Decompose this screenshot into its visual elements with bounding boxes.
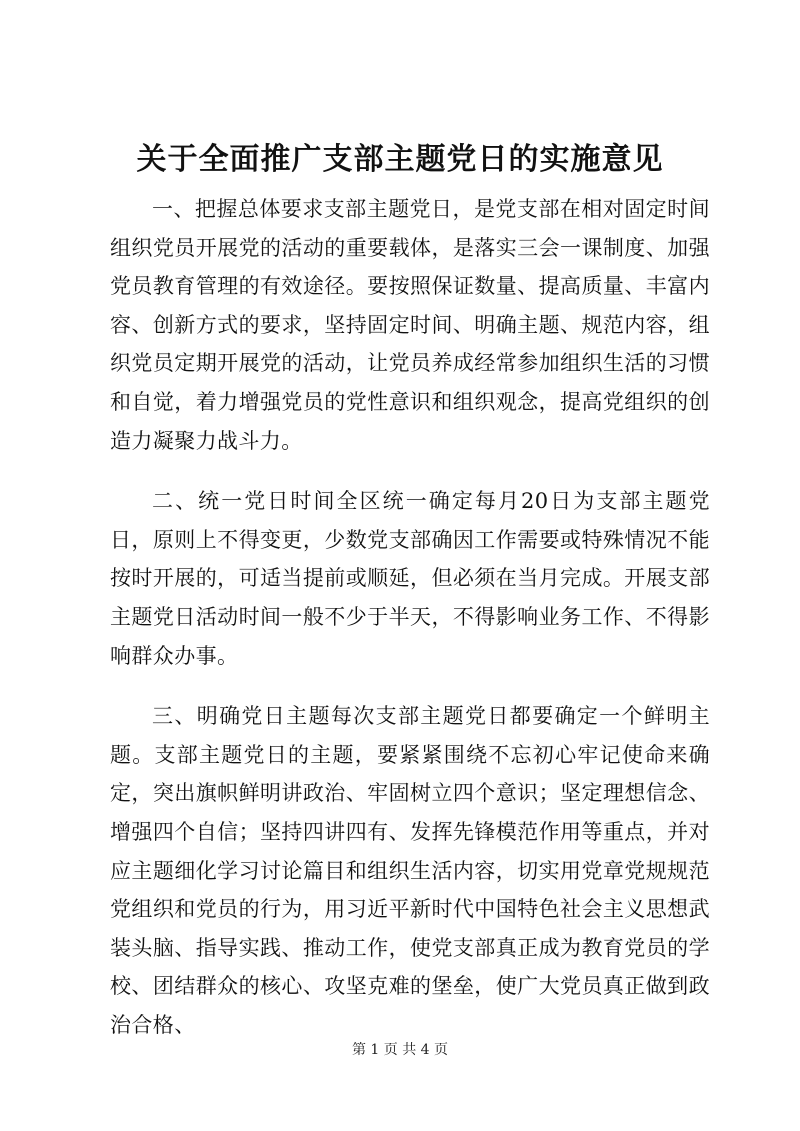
paragraph-2: 二、统一党日时间全区统一确定每月20日为支部主题党日，原则上不得变更，少数党支部确因工作需要或特殊情况不能按时开展的，可适当提前或顺延，但必须在当月完成。开展支部主题党日活动时间一般不少于半天，不得影响业务工作、不得影响群众办事。 (110, 489, 710, 668)
document-title: 关于全面推广支部主题党日的实施意见 (136, 142, 664, 177)
document-body (110, 190, 710, 1044)
paragraph-1: 一、把握总体要求支部主题党日，是党支部在相对固定时间组织党员开展党的活动的重要载体，是落实三会一课制度、加强党员教育管理的有效途径。要按照保证数量、提高质量、丰富内容、创新方式的要求，坚持固定时间、明确主题、规范内容，组织党员定期开展党的活动，让党员养成经常参加组织生活的习惯和自觉，着力增强党员的党性意识和组织观念，提高党组织的创造力凝聚力战斗力。 (110, 197, 710, 453)
paragraph-3: 三、明确党日主题每次支部主题党日都要确定一个鲜明主题。支部主题党日的主题，要紧紧围绕不忘初心牢记使命来确定，突出旗帜鲜明讲政治、牢固树立四个意识；坚定理想信念、增强四个自信；坚持四讲四有、发挥先锋模范作用等重点，并对应主题细化学习讨论篇目和组织生活内容，切实用党章党规规范党组织和党员的行为，用习近平新时代中国特色社会主义思想武装头脑、指导实践、推动工作，使党支部真正成为教育党员的学校、团结群众的核心、攻坚克难的堡垒，使广大党员真正做到政治合格、 (110, 704, 710, 1037)
page-footer: 第 1 页 共 4 页 (351, 1042, 449, 1058)
